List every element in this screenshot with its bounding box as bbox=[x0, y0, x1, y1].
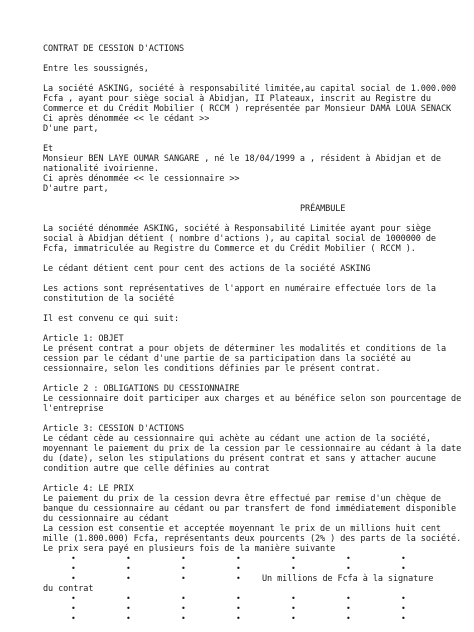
article-heading: Article 1: OBJET bbox=[43, 334, 124, 344]
article-heading: Article 2 : OBLIGATIONS DU CESSIONNAIRE bbox=[43, 384, 240, 394]
bullet-dot: • bbox=[181, 614, 186, 623]
article-line: Le paiement du prix de la cession devra être effectué par remise d'un chèque de bbox=[43, 494, 441, 504]
article-line: Le cessionnaire doit participer aux charges et au bénéfice selon son pourcentage de bbox=[43, 394, 462, 404]
preamble-line: Le cédant détient cent pour cent des actions de la société ASKING bbox=[43, 264, 371, 274]
bullet-dot: • bbox=[71, 604, 76, 613]
preamble-heading: PRÉAMBULE bbox=[300, 204, 346, 214]
bullet-dot: • bbox=[181, 604, 186, 613]
preamble-line: social à Abidjan détient ( nombre d'actions ), au capital social de 1000000 de bbox=[43, 234, 436, 244]
contract-title: CONTRAT DE CESSION D'ACTIONS bbox=[43, 44, 185, 54]
article-line: cession par le cédant d'une partie de sa participation dans la société au bbox=[43, 354, 411, 364]
article-line: Le présent contrat a pour objets de déterminer les modalités et conditions de la bbox=[43, 344, 446, 354]
bullet-dot: • bbox=[236, 564, 241, 573]
bullet-dot: • bbox=[181, 594, 186, 603]
article-line: Le prix sera payé en plusieurs fois de la manière suivante bbox=[43, 544, 336, 554]
article-line: moyennant le paiement du prix de la cession par le cessionnaire au cédant à la date bbox=[43, 444, 462, 454]
bullet-dot: • bbox=[71, 564, 76, 573]
bullet-dot: • bbox=[71, 554, 76, 563]
bullet-dot: • bbox=[236, 574, 241, 583]
bullet-dot: • bbox=[291, 564, 296, 573]
bullet-dot: • bbox=[401, 564, 406, 573]
party2-line: Et bbox=[43, 144, 54, 154]
bullet-row bbox=[43, 564, 423, 574]
bullet-dot: • bbox=[181, 574, 186, 583]
party1-line: D'une part, bbox=[43, 124, 99, 134]
bullet-dot: • bbox=[126, 614, 131, 623]
intro-line: Entre les soussignés, bbox=[43, 64, 149, 74]
bullet-dot: • bbox=[126, 574, 131, 583]
bullet-row bbox=[43, 614, 423, 624]
article-line: condition autre que celle définies au contrat bbox=[43, 464, 270, 474]
article-line: du (date), selon les stipulations du présent contrat et sans y attacher aucune bbox=[43, 454, 436, 464]
bullet-dot: • bbox=[346, 554, 351, 563]
party1-line: Commerce et du Crédit Mobilier ( RCCM ) représentée par Monsieur DAMA LOUA SENACK bbox=[43, 104, 452, 114]
bullet-dot: • bbox=[346, 594, 351, 603]
bullet-dot: • bbox=[71, 594, 76, 603]
bullet-dot: • bbox=[126, 554, 131, 563]
preamble-line: Il est convenu ce qui suit: bbox=[43, 314, 180, 324]
bullet-dot: • bbox=[401, 604, 406, 613]
bullet-dot: • bbox=[346, 614, 351, 623]
preamble-line: Fcfa, immatriculée au Registre du Commerce et du Crédit Mobilier ( RCCM ). bbox=[43, 244, 416, 254]
preamble-line: constitution de la société bbox=[43, 294, 174, 304]
article-line: du cessionnaire au cédant bbox=[43, 514, 169, 524]
article-line: Le cédant cède au cessionnaire qui achète au cédant une action de la société, bbox=[43, 434, 431, 444]
bullet-row bbox=[43, 604, 423, 614]
article-line: l'entreprise bbox=[43, 404, 104, 414]
bullet-dot: • bbox=[71, 574, 76, 583]
bullet-dot: • bbox=[346, 564, 351, 573]
bullet-dot: • bbox=[291, 594, 296, 603]
schedule-item: Un millions de Fcfa à la signature bbox=[262, 574, 434, 584]
bullet-dot: • bbox=[346, 604, 351, 613]
bullet-dot: • bbox=[291, 614, 296, 623]
preamble-line: Les actions sont représentatives de l'apport en numéraire effectuée lors de la bbox=[43, 284, 436, 294]
bullet-dot: • bbox=[401, 594, 406, 603]
bullet-dot: • bbox=[126, 604, 131, 613]
party1-line: Fcfa , ayant pour siège social à Abidjan, II Plateaux, inscrit au Registre du bbox=[43, 94, 431, 104]
bullet-row bbox=[43, 554, 423, 564]
schedule-item-cont: du contrat bbox=[43, 584, 94, 594]
article-heading: Article 4: LE PRIX bbox=[43, 484, 134, 494]
party1-line: Ci après dénommée << le cédant >> bbox=[43, 114, 210, 124]
bullet-dot: • bbox=[126, 564, 131, 573]
article-line: banque du cessionnaire au cédant ou par transfert de fond immédiatement disponible bbox=[43, 504, 457, 514]
article-heading: Article 3: CESSION D'ACTIONS bbox=[43, 424, 185, 434]
bullet-dot: • bbox=[236, 614, 241, 623]
bullet-dot: • bbox=[71, 614, 76, 623]
party1-line: La société ASKING, société à responsabilité limitée,au capital social de 1.000.000 bbox=[43, 84, 457, 94]
party2-line: Ci après dénommée << le cessionnaire >> bbox=[43, 174, 240, 184]
preamble-line: La société dénommée ASKING, société à Responsabilité Limitée ayant pour siège bbox=[43, 224, 431, 234]
bullet-dot: • bbox=[126, 594, 131, 603]
party2-line: D'autre part, bbox=[43, 184, 109, 194]
bullet-dot: • bbox=[401, 554, 406, 563]
bullet-dot: • bbox=[236, 594, 241, 603]
bullet-dot: • bbox=[181, 554, 186, 563]
bullet-row bbox=[43, 594, 423, 604]
bullet-dot: • bbox=[291, 554, 296, 563]
article-line: La cession est consentie et acceptée moyennant le prix de un millions huit cent bbox=[43, 524, 441, 534]
party2-line: nationalité ivoirienne. bbox=[43, 164, 159, 174]
article-line: cessionnaire, selon les conditions définies par le présent contrat. bbox=[43, 364, 381, 374]
bullet-dot: • bbox=[181, 564, 186, 573]
bullet-dot: • bbox=[236, 554, 241, 563]
party2-line: Monsieur BEN LAYE OUMAR SANGARE , né le 18/04/1999 a , résident à Abidjan et de bbox=[43, 154, 441, 164]
bullet-dot: • bbox=[291, 604, 296, 613]
bullet-dot: • bbox=[401, 614, 406, 623]
bullet-dot: • bbox=[236, 604, 241, 613]
article-line: mille (1.800.000) Fcfa, représentants deux pourcents (2% ) des parts de la société. bbox=[43, 534, 462, 544]
